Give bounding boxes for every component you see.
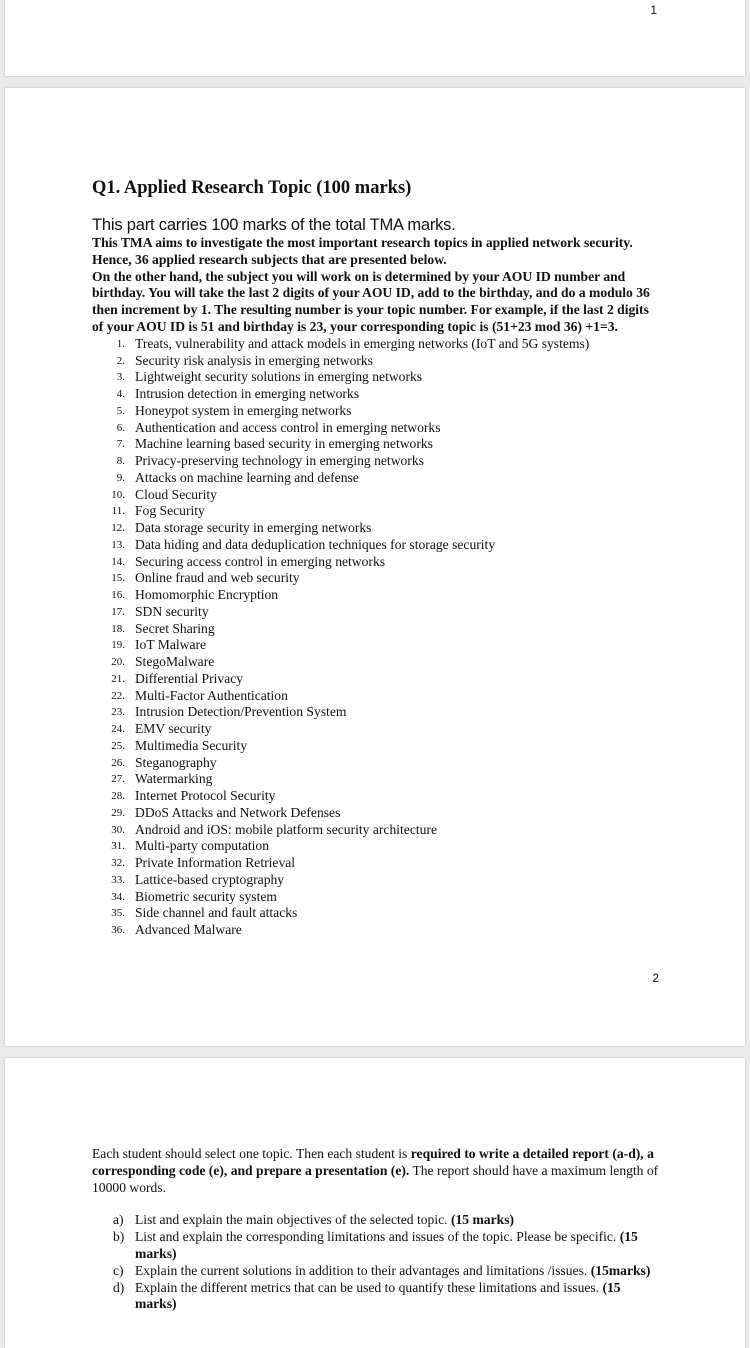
list-item xyxy=(92,805,662,822)
list-item-text: Explain the current solutions in addition to their advantages and limitations /issues. xyxy=(135,1262,591,1278)
aim-paragraph: This TMA aims to investigate the most important research topics in applied network security. Hence, 36 applied research subjects that are presented below. xyxy=(92,235,633,267)
list-item-text: Security risk analysis in emerging networks xyxy=(135,352,373,368)
list-item-number: 22. xyxy=(111,689,125,702)
list-item-number: 4. xyxy=(116,388,125,401)
list-item-number: 10. xyxy=(111,488,125,501)
task-text-end: The report should have a maximum length of 10000 words. xyxy=(92,1162,659,1195)
list-item-number: 34. xyxy=(111,890,125,903)
task-text-bold: required to write a detailed report (a-d), a corresponding code (e), and prepare a presentation (e). xyxy=(92,1146,654,1178)
list-item-number: 11. xyxy=(111,505,125,518)
list-item-number: 17. xyxy=(111,605,125,618)
list-item-text: Differential Privacy xyxy=(135,670,244,686)
list-item xyxy=(92,855,662,872)
list-item-text: Data hiding and data deduplication techniques for storage security xyxy=(135,536,496,552)
list-item xyxy=(92,1212,662,1229)
list-item-text: Securing access control in emerging networks xyxy=(135,553,386,569)
list-item-text: Machine learning based security in emerging networks xyxy=(135,436,433,452)
list-item-number: 31. xyxy=(111,840,125,853)
list-item-number: 32. xyxy=(111,857,125,870)
list-item xyxy=(92,621,662,638)
list-item-number: 16. xyxy=(111,589,125,602)
list-item-text: Fog Security xyxy=(135,503,205,519)
list-item-text: Attacks on machine learning and defense xyxy=(135,469,359,485)
list-item-text: Honeypot system in emerging networks xyxy=(135,402,352,418)
marks-label: (15 marks) xyxy=(135,1279,621,1312)
list-item-text: IoT Malware xyxy=(135,637,207,653)
page-content xyxy=(92,1146,662,1313)
list-item-number: 36. xyxy=(111,924,125,937)
list-item-number: 5. xyxy=(116,404,125,417)
list-item xyxy=(92,403,662,420)
list-item xyxy=(92,704,662,721)
list-item-text: Homomorphic Encryption xyxy=(135,587,279,603)
intro-text: This part carries 100 marks of the total TMA marks. xyxy=(92,216,456,234)
list-item xyxy=(92,503,662,520)
list-item xyxy=(92,637,662,654)
marks-label: (15 marks) xyxy=(450,1212,515,1228)
list-item xyxy=(92,1263,662,1280)
list-item-number: 14. xyxy=(111,555,125,568)
list-item xyxy=(92,420,662,437)
list-item-label: a) xyxy=(113,1212,124,1228)
list-item xyxy=(92,587,662,604)
list-item-number: 3. xyxy=(116,371,125,384)
instructions-paragraph: On the other hand, the subject you will work on is determined by your AOU ID number and birthday. You will take the last 2 digits of your AOU ID, add to the birthday, and do a modulo 36 then increment by 1. The resulting number is your topic number. For example, if the last 2 digits of your AOU ID is 51 and birthday is 23, your corresponding topic is (51+23 mod 36) +1=3. xyxy=(92,268,650,334)
list-item-number: 7. xyxy=(116,438,125,451)
topics-list xyxy=(92,336,662,939)
list-item xyxy=(92,470,662,487)
requirements-list xyxy=(92,1212,662,1313)
page-content xyxy=(92,177,662,939)
list-item-text: DDoS Attacks and Network Defenses xyxy=(135,804,341,820)
document-page-3 xyxy=(5,1058,745,1348)
page-number: 1 xyxy=(650,3,657,17)
list-item xyxy=(92,336,662,353)
list-item xyxy=(92,436,662,453)
document-page-1 xyxy=(5,0,745,76)
list-item-label: c) xyxy=(113,1262,124,1278)
list-item-number: 12. xyxy=(111,522,125,535)
list-item xyxy=(92,520,662,537)
list-item xyxy=(92,671,662,688)
list-item-text: Data storage security in emerging networks xyxy=(135,520,372,536)
list-item-number: 27. xyxy=(111,773,125,786)
list-item xyxy=(92,688,662,705)
document-page-2 xyxy=(5,88,745,1046)
list-item-number: 35. xyxy=(111,907,125,920)
list-item xyxy=(92,537,662,554)
list-item-text: Private Information Retrieval xyxy=(135,855,296,871)
list-item xyxy=(92,453,662,470)
list-item-text: Treats, vulnerability and attack models in emerging networks (IoT and 5G systems) xyxy=(135,335,590,351)
list-item xyxy=(92,788,662,805)
list-item-number: 29. xyxy=(111,806,125,819)
list-item-text: EMV security xyxy=(135,721,212,737)
list-item-number: 9. xyxy=(116,471,125,484)
list-item-number: 21. xyxy=(111,672,125,685)
list-item-text: Online fraud and web security xyxy=(135,570,300,586)
marks-label: (15 marks) xyxy=(135,1229,638,1261)
list-item-number: 26. xyxy=(111,756,125,769)
list-item-text: Steganography xyxy=(135,754,217,770)
list-item-text: List and explain the corresponding limitations and issues of the topic. Please be specific. xyxy=(135,1229,620,1245)
list-item-text: Lightweight security solutions in emerging networks xyxy=(135,369,423,385)
list-item-text: Multi-Factor Authentication xyxy=(135,687,288,703)
list-item-number: 8. xyxy=(116,455,125,468)
list-item-number: 24. xyxy=(111,723,125,736)
list-item-number: 1. xyxy=(116,337,125,350)
list-item-number: 30. xyxy=(111,823,125,836)
list-item-text: Multimedia Security xyxy=(135,737,248,753)
list-item-number: 33. xyxy=(111,873,125,886)
list-item-number: 2. xyxy=(116,354,125,367)
list-item xyxy=(92,554,662,571)
task-text-start: Each student should select one topic. Then each student is xyxy=(92,1146,411,1161)
question-title: Q1. Applied Research Topic (100 marks) xyxy=(92,178,412,198)
list-item-number: 6. xyxy=(116,421,125,434)
list-item-text: Lattice-based cryptography xyxy=(135,871,285,887)
list-item xyxy=(92,889,662,906)
list-item xyxy=(92,755,662,772)
list-item-text: SDN security xyxy=(135,603,209,619)
list-item-number: 13. xyxy=(111,538,125,551)
list-item-text: Internet Protocol Security xyxy=(135,788,276,804)
list-item-text: Watermarking xyxy=(135,771,213,787)
list-item xyxy=(92,771,662,788)
marks-label: (15marks) xyxy=(590,1262,651,1278)
list-item-number: 18. xyxy=(111,622,125,635)
list-item xyxy=(92,1280,662,1314)
list-item xyxy=(92,654,662,671)
list-item-text: StegoMalware xyxy=(135,654,215,670)
list-item xyxy=(92,905,662,922)
list-item xyxy=(92,386,662,403)
list-item xyxy=(92,738,662,755)
list-item-text: Biometric security system xyxy=(135,888,277,904)
list-item xyxy=(92,721,662,738)
list-item xyxy=(92,369,662,386)
list-item-number: 20. xyxy=(111,656,125,669)
list-item-number: 25. xyxy=(111,739,125,752)
task-paragraph xyxy=(92,1146,662,1196)
list-item xyxy=(92,838,662,855)
list-item xyxy=(92,353,662,370)
list-item-label: d) xyxy=(113,1279,125,1295)
list-item-number: 15. xyxy=(111,572,125,585)
list-item-text: Intrusion Detection/Prevention System xyxy=(135,704,347,720)
list-item xyxy=(92,1229,662,1263)
list-item-text: Cloud Security xyxy=(135,486,217,502)
list-item xyxy=(92,822,662,839)
list-item xyxy=(92,570,662,587)
list-item-text: Android and iOS: mobile platform security architecture xyxy=(135,821,437,837)
list-item-text: Intrusion detection in emerging networks xyxy=(135,386,359,402)
list-item-text: Privacy-preserving technology in emerging networks xyxy=(135,453,424,469)
list-item xyxy=(92,872,662,889)
list-item-text: Side channel and fault attacks xyxy=(135,905,298,921)
list-item xyxy=(92,922,662,939)
list-item-label: b) xyxy=(113,1229,125,1245)
list-item-number: 28. xyxy=(111,790,125,803)
list-item-text: Secret Sharing xyxy=(135,620,215,636)
list-item-text: Multi-party computation xyxy=(135,838,270,854)
list-item xyxy=(92,604,662,621)
list-item xyxy=(92,487,662,504)
list-item-text: Explain the different metrics that can be used to quantify these limitations and issues. xyxy=(135,1279,603,1295)
page-number: 2 xyxy=(652,971,659,985)
list-item-text: Authentication and access control in emerging networks xyxy=(135,419,441,435)
list-item-text: List and explain the main objectives of the selected topic. xyxy=(135,1212,451,1228)
list-item-number: 23. xyxy=(111,706,125,719)
list-item-number: 19. xyxy=(111,639,125,652)
list-item-text: Advanced Malware xyxy=(135,922,242,938)
